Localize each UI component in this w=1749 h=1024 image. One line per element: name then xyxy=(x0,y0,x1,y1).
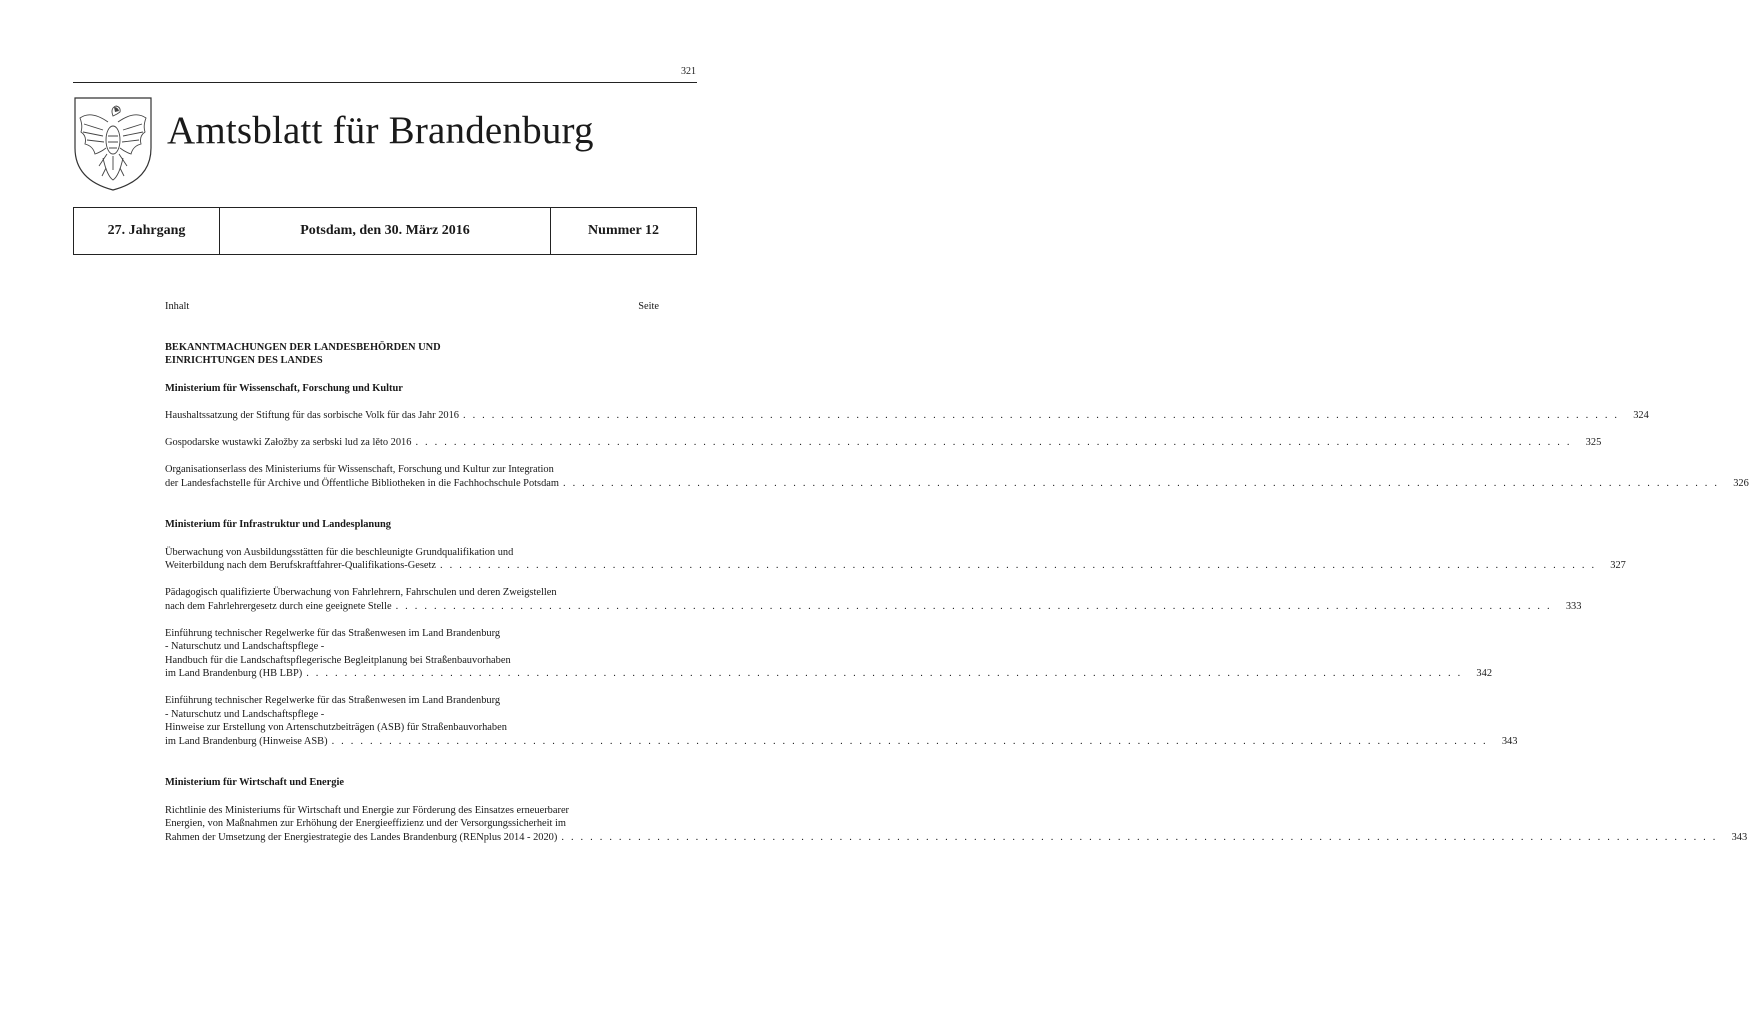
toc-entry-title xyxy=(165,436,1572,450)
toc-entry[interactable] xyxy=(165,627,1493,681)
dot-leader xyxy=(440,559,1596,573)
dot-leader xyxy=(563,477,1719,491)
toc-entry-line: Hinweise zur Erstellung von Artenschutzbeiträgen (ASB) für Straßenbauvorhaben xyxy=(165,722,507,733)
dot-leader xyxy=(332,735,1488,749)
toc-entry-page: 324 xyxy=(1633,410,1649,421)
dot-leader xyxy=(561,831,1717,845)
toc-entry-title xyxy=(165,586,1552,613)
page-column-label: Seite xyxy=(638,301,659,312)
place-date-label: Potsdam, den 30. März 2016 xyxy=(220,208,551,254)
brandenburg-eagle-coat-of-arms-icon xyxy=(73,96,153,192)
toc-entry-line: Handbuch für die Landschaftspflegerische Begleitplanung bei Straßenbauvorhaben xyxy=(165,654,511,666)
toc-entry-page: 343 xyxy=(1731,831,1748,843)
toc-entry-line: der Landesfachstelle für Archive und Öffentliche Bibliotheken in die Fachhochschule Potsdam xyxy=(165,477,559,489)
toc-entry-title xyxy=(165,627,1462,681)
masthead xyxy=(73,207,697,255)
toc-entry-page: 325 xyxy=(1585,437,1602,448)
toc-entry-title xyxy=(165,409,1619,423)
toc-entry-page: 333 xyxy=(1565,600,1582,612)
toc-entry[interactable] xyxy=(165,586,1582,613)
page-number: 321 xyxy=(681,66,696,77)
toc-entry[interactable] xyxy=(165,463,1749,490)
toc-entry[interactable] xyxy=(165,409,1649,423)
toc-entry-page: 326 xyxy=(1733,477,1749,489)
toc-entry-title xyxy=(165,694,1488,748)
toc-entry-line: Richtlinie des Ministeriums für Wirtschaft und Energie zur Förderung des Einsatzes erneuerbarer xyxy=(165,804,570,816)
table-of-contents xyxy=(165,300,1749,858)
volume-label: 27. Jahrgang xyxy=(74,208,220,254)
dot-leader xyxy=(306,667,1462,681)
toc-entry-page: 342 xyxy=(1476,668,1493,679)
toc-entry-line: nach dem Fahrlehrergesetz durch eine geeignete Stelle xyxy=(165,600,392,612)
section-title xyxy=(165,341,659,368)
toc-entry-title xyxy=(165,463,1719,490)
dot-leader xyxy=(463,409,1619,423)
toc-entry-line: Pädagogisch qualifizierte Überwachung von Fahrlehrern, Fahrschulen und deren Zweigstellen xyxy=(165,587,557,598)
toc-entry-page: 343 xyxy=(1501,735,1518,747)
toc-entry[interactable] xyxy=(165,546,1626,573)
toc-entry[interactable] xyxy=(165,436,1602,450)
toc-entry-title xyxy=(165,546,1596,573)
toc-entry-line: Weiterbildung nach dem Berufskraftfahrer-Qualifikations-Gesetz xyxy=(165,560,437,571)
toc-entry-line: im Land Brandenburg (HB LBP) xyxy=(165,668,303,679)
issue-number-label: Nummer 12 xyxy=(588,223,659,238)
toc-header xyxy=(165,300,659,314)
toc-entry-title xyxy=(165,804,1718,845)
dot-leader xyxy=(415,436,1571,450)
toc-entry-page: 327 xyxy=(1610,560,1626,571)
toc-entry-line: Einführung technischer Regelwerke für das Straßenwesen im Land Brandenburg xyxy=(165,627,501,639)
toc-entry-line: - Naturschutz und Landschaftspflege - xyxy=(165,641,325,652)
toc-entry[interactable] xyxy=(165,804,1748,845)
toc-entry-line: Haushaltssatzung der Stiftung für das sorbische Volk für das Jahr 2016 xyxy=(165,410,459,421)
toc-entry-line: Einführung technischer Regelwerke für das Straßenwesen im Land Brandenburg xyxy=(165,695,501,706)
contents-label: Inhalt xyxy=(165,301,190,312)
ministry-heading: Ministerium für Infrastruktur und Landesplanung xyxy=(165,519,391,530)
publication-title: Amtsblatt für Brandenburg xyxy=(167,109,594,152)
toc-entry-line: Gospodarske wustawki Załožby za serbski lud za lěto 2016 xyxy=(165,437,412,448)
ministry-heading: Ministerium für Wirtschaft und Energie xyxy=(165,777,344,788)
toc-entry-line: im Land Brandenburg (Hinweise ASB) xyxy=(165,735,328,747)
toc-entry[interactable] xyxy=(165,694,1518,748)
ministry-heading: Ministerium für Wissenschaft, Forschung und Kultur xyxy=(165,382,403,394)
toc-entry-line: Energien, von Maßnahmen zur Erhöhung der Energieeffizienz und der Versorgungssicherheit im xyxy=(165,818,566,829)
toc-entry-line: Organisationserlass des Ministeriums für Wissenschaft, Forschung und Kultur zur Integration xyxy=(165,464,554,475)
toc-entry-line: - Naturschutz und Landschaftspflege - xyxy=(165,708,325,720)
section-title-line: EINRICHTUNGEN DES LANDES xyxy=(165,355,323,366)
toc-entry-line: Rahmen der Umsetzung der Energiestrategie des Landes Brandenburg (RENplus 2014 - 2020) xyxy=(165,831,558,843)
header-rule xyxy=(73,82,697,83)
dot-leader xyxy=(396,600,1552,614)
toc-entry-line: Überwachung von Ausbildungsstätten für die beschleunigte Grundqualifikation und xyxy=(165,546,514,558)
section-title-line: BEKANNTMACHUNGEN DER LANDESBEHÖRDEN UND xyxy=(165,341,441,353)
